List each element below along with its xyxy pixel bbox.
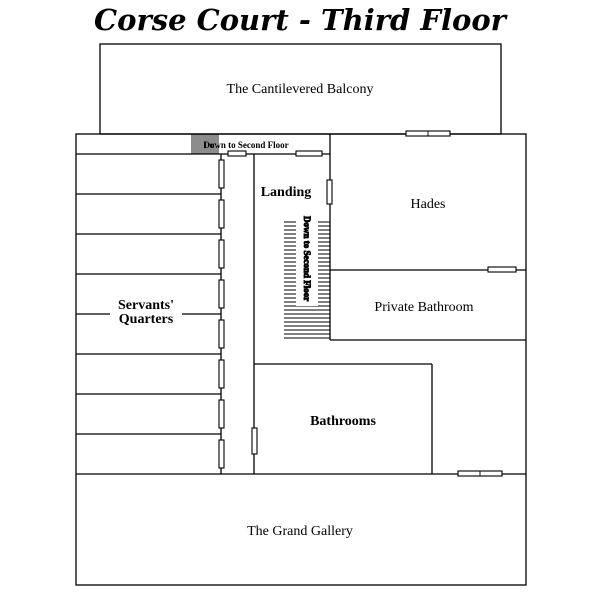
- door-servants-1: [219, 160, 224, 188]
- top-stair-label: Down to Second Floor: [203, 140, 289, 150]
- door-servants-8: [219, 440, 224, 468]
- door-servants-7: [219, 400, 224, 428]
- top-corridor: [76, 140, 330, 154]
- building-outline: [76, 134, 526, 585]
- servants-label-line2: Quarters: [118, 312, 174, 327]
- landing-label: Landing: [260, 185, 312, 200]
- landing-staircase: [284, 214, 330, 338]
- map-title: Corse Court - Third Floor: [94, 3, 506, 37]
- private-bathroom-label: Private Bathroom: [374, 300, 474, 315]
- door-servants-3: [219, 240, 224, 268]
- bathrooms-label: Bathrooms: [310, 414, 376, 429]
- servants-label-line1: Servants': [118, 298, 174, 313]
- door-private-bathroom: [488, 267, 516, 272]
- room-balcony: [100, 44, 501, 134]
- door-servants-6: [219, 360, 224, 388]
- door-servants-5: [219, 320, 224, 348]
- balcony-label: The Cantilevered Balcony: [226, 82, 374, 97]
- door-servants-4: [219, 280, 224, 308]
- door-servants-2: [219, 200, 224, 228]
- door-landing-top: [296, 151, 322, 156]
- room-servants-quarters: [76, 154, 221, 474]
- door-hades: [327, 180, 332, 204]
- grand-gallery-label: The Grand Gallery: [247, 524, 353, 539]
- landing-stair-label: Down to Second Floor: [302, 216, 312, 302]
- hades-label: Hades: [410, 197, 446, 212]
- door-top-corridor: [228, 151, 246, 156]
- door-bathrooms: [252, 428, 257, 454]
